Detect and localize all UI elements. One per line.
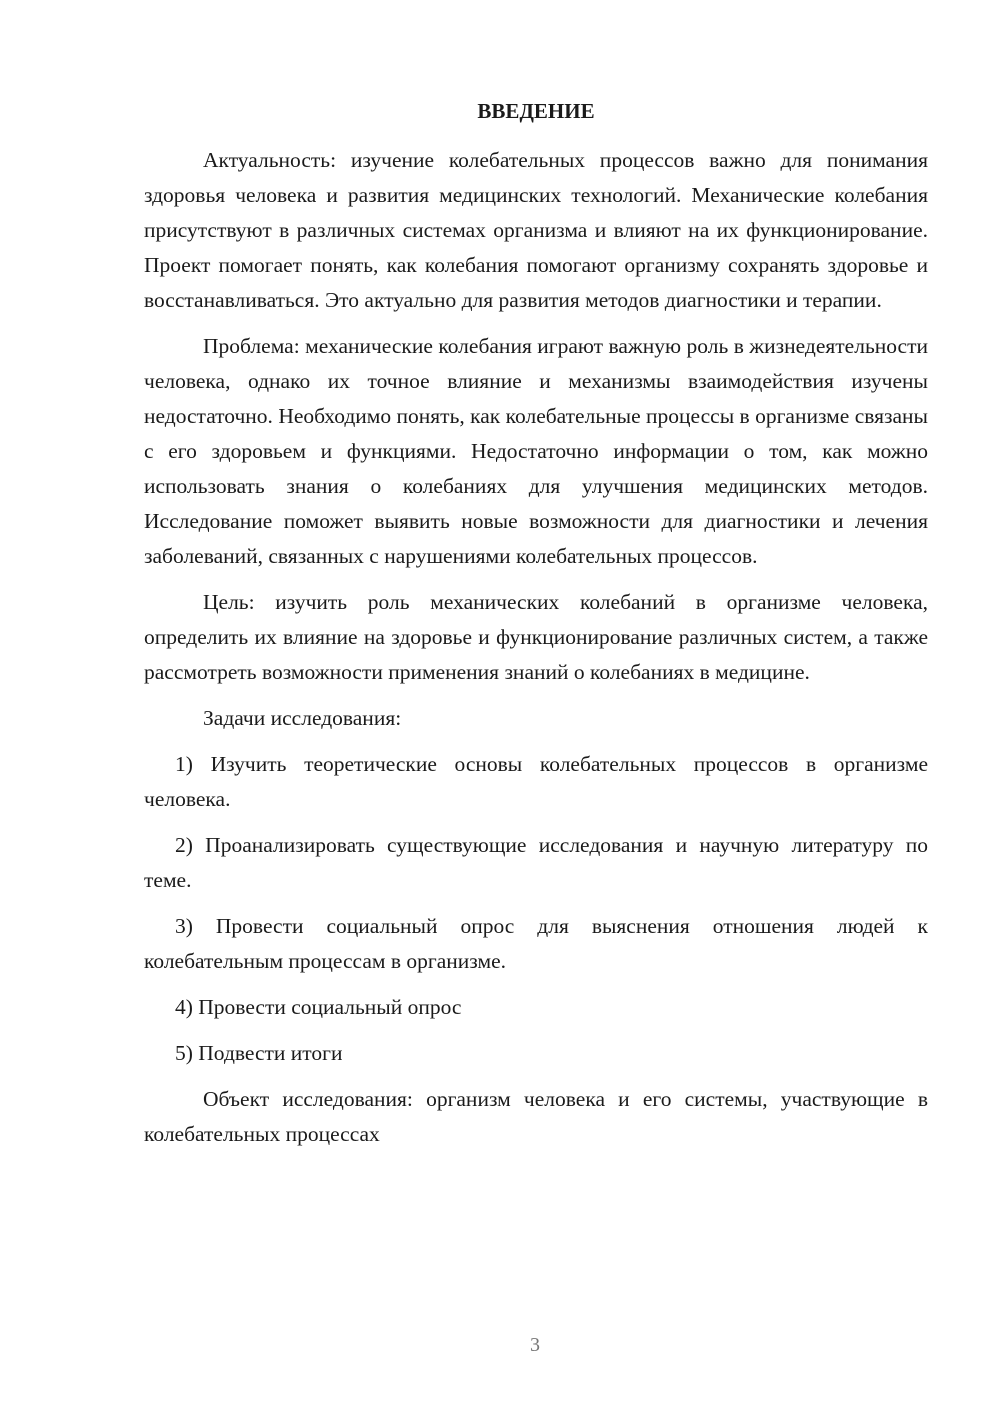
relevance-paragraph: Актуальность: изучение колебательных процессов важно для понимания здоровья человека и развития медицинских технологий. Механические колебания присутствуют в различных системах организма и влияют на их функционирование. Проект помогает понять, как колебания помогают организму сохранять здоровье и восстанавливаться. Это актуально для развития методов диагностики и терапии. <box>144 148 928 312</box>
tasks-heading: Задачи исследования: <box>203 706 402 730</box>
task-item-5: 5) Подвести итоги <box>175 1041 343 1065</box>
problem-paragraph: Проблема: механические колебания играют важную роль в жизнедеятельности человека, однако их точное влияние и механизмы взаимодействия изучены недостаточно. Необходимо понять, как колебательные процессы в организме связаны с его здоровьем и функциями. Недостаточно информации о том, как можно использовать знания о колебаниях для улучшения медицинских методов. Исследование поможет выявить новые возможности для диагностики и лечения заболеваний, связанных с нарушениями колебательных процессов. <box>144 334 928 568</box>
object-paragraph: Объект исследования: организм человека и его системы, участвующие в колебательных процессах <box>144 1087 928 1146</box>
task-item-2: 2) Проанализировать существующие исследования и научную литературу по теме. <box>144 833 928 892</box>
task-item-4: 4) Провести социальный опрос <box>175 995 462 1019</box>
page-number: 3 <box>530 1334 540 1356</box>
page-content <box>144 96 928 1163</box>
section-title: ВВЕДЕНИЕ <box>477 99 595 123</box>
goal-paragraph: Цель: изучить роль механических колебаний в организме человека, определить их влияние на здоровье и функционирование различных систем, а также рассмотреть возможности применения знаний о колебаниях в медицине. <box>144 590 928 684</box>
task-item-3: 3) Провести социальный опрос для выяснения отношения людей к колебательным процессам в организме. <box>144 914 928 973</box>
task-item-1: 1) Изучить теоретические основы колебательных процессов в организме человека. <box>144 752 928 811</box>
